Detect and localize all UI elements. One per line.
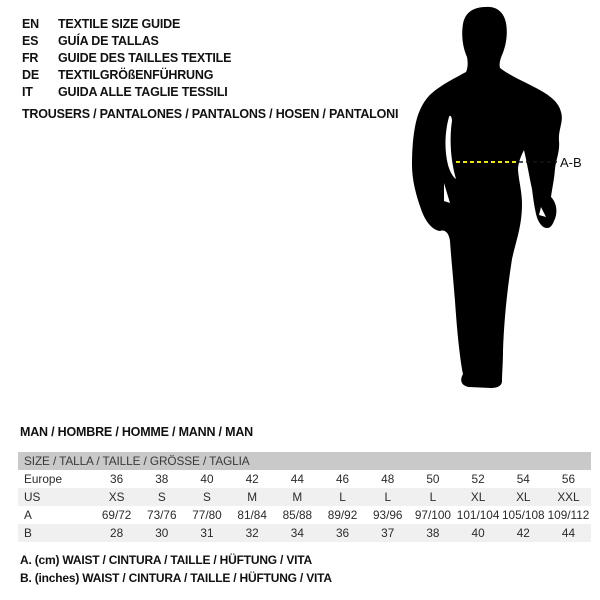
- table-cell: M: [247, 490, 258, 504]
- language-code: IT: [22, 85, 33, 100]
- table-row-us: [18, 488, 591, 506]
- table-row-a-cm: [18, 506, 591, 524]
- table-cell: 38: [426, 526, 440, 540]
- table-cell: 48: [381, 472, 395, 486]
- table-cell: 109/112: [547, 508, 590, 522]
- man-silhouette-path: [412, 7, 562, 388]
- language-title: GUIDE DES TAILLES TEXTILE: [58, 50, 232, 65]
- table-cell: M: [292, 490, 303, 504]
- table-row-b-inches: [18, 524, 591, 542]
- language-code: ES: [22, 33, 39, 48]
- table-cell: L: [339, 490, 346, 504]
- table-cell: S: [203, 490, 211, 504]
- language-code: FR: [22, 50, 39, 65]
- table-cell: 40: [471, 526, 485, 540]
- table-cell: 81/84: [237, 508, 267, 522]
- row-label: US: [24, 490, 41, 504]
- language-title: GUÍA DE TALLAS: [58, 33, 159, 48]
- measure-footnotes: [20, 552, 332, 587]
- table-cell: XL: [470, 490, 486, 504]
- table-cell: 30: [155, 526, 169, 540]
- table-cell: 56: [561, 472, 576, 486]
- table-cell: 44: [561, 526, 576, 540]
- man-silhouette-svg: [400, 0, 600, 430]
- table-cell: 85/88: [282, 508, 313, 522]
- table-cell: 28: [110, 526, 124, 540]
- table-cell: 44: [290, 472, 304, 486]
- table-cell: S: [157, 490, 166, 504]
- table-cell: XS: [108, 490, 125, 504]
- table-cell: 101/104: [456, 508, 500, 522]
- table-cell: 50: [426, 472, 440, 486]
- table-cell: 36: [110, 472, 124, 486]
- language-row-en: [22, 15, 231, 32]
- language-code: EN: [22, 16, 39, 31]
- language-title: TEXTILGRÖßENFÜHRUNG: [58, 68, 214, 83]
- row-label: Europe: [24, 472, 63, 486]
- table-cell: 40: [200, 472, 214, 486]
- table-cell: 77/80: [192, 508, 222, 522]
- table-cell: 32: [245, 526, 259, 540]
- row-label: A: [24, 508, 32, 522]
- table-cell: XXL: [557, 490, 580, 504]
- table-cell: 46: [335, 472, 350, 486]
- table-cell: 52: [471, 472, 485, 486]
- table-cell: 93/96: [372, 508, 403, 522]
- table-cell: 38: [155, 472, 169, 486]
- table-cell: 73/76: [147, 508, 177, 522]
- language-list: [22, 15, 231, 101]
- row-label: B: [24, 526, 32, 540]
- language-code: DE: [22, 68, 39, 83]
- table-cell: 42: [245, 472, 259, 486]
- product-type-title: TROUSERS / PANTALONES / PANTALONS / HOSEN / PANTALONI: [22, 107, 399, 121]
- table-cell: L: [384, 490, 391, 504]
- table-cell: 105/108: [501, 508, 545, 522]
- table-cell: 37: [381, 526, 395, 540]
- language-title: TEXTILE SIZE GUIDE: [58, 16, 181, 31]
- footnote-a-cm: A. (cm) WAIST / CINTURA / TAILLE / HÜFTUNG / VITA: [20, 553, 312, 567]
- section-title-man: MAN / HOMBRE / HOMME / MANN / MAN: [20, 425, 253, 439]
- table-cell: 89/92: [327, 508, 358, 522]
- language-row-fr: [22, 49, 231, 66]
- waist-measure-label: A-B: [560, 155, 582, 170]
- language-title: GUIDA ALLE TAGLIE TESSILI: [58, 85, 228, 100]
- language-row-de: [22, 67, 231, 84]
- language-row-it: [22, 84, 231, 101]
- table-cell: L: [429, 490, 437, 504]
- table-cell: 54: [516, 472, 530, 486]
- size-table-header: SIZE / TALLA / TAILLE / GRÖSSE / TAGLIA: [18, 452, 591, 470]
- table-cell: 34: [290, 526, 304, 540]
- footnote-b-inches: B. (inches) WAIST / CINTURA / TAILLE / HÜFTUNG / VITA: [20, 570, 332, 585]
- table-cell: 97/100: [414, 508, 451, 522]
- table-cell: 31: [200, 526, 214, 540]
- table-cell: 69/72: [101, 508, 132, 522]
- table-cell: 42: [516, 526, 530, 540]
- table-cell: XL: [516, 490, 531, 504]
- table-cell: 36: [335, 526, 350, 540]
- man-silhouette-figure: [400, 0, 600, 430]
- table-row-europe: [18, 470, 591, 488]
- size-table: [18, 452, 591, 542]
- language-row-es: [22, 32, 231, 49]
